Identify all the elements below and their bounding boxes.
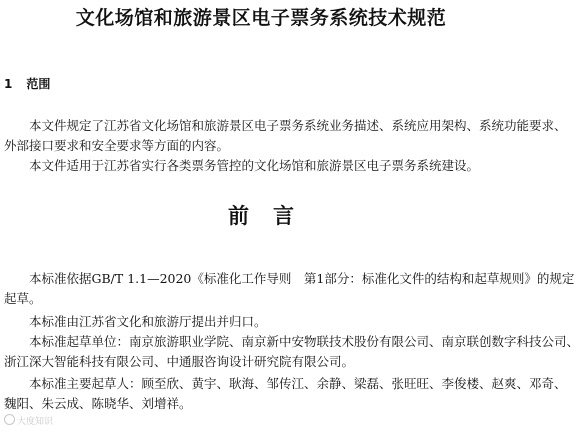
- scope-paragraph-1: [4, 116, 567, 156]
- scope-section-title: 范围: [26, 77, 51, 91]
- foreword-paragraph-1: [4, 269, 575, 309]
- foreword-paragraph-4-line-1: 本标准主要起草人：顾至欣、黄宇、耿海、邹传江、余静、梁磊、张旺旺、李俊楼、赵爽、邓奇、: [29, 376, 567, 391]
- foreword-paragraph-3-line-2: 浙江深大智能科技有限公司、中通服咨询设计研究院有限公司。: [4, 354, 355, 369]
- document-title: 文化场馆和旅游景区电子票务系统技术规范: [75, 7, 447, 29]
- foreword-heading: 前言: [228, 204, 318, 228]
- scope-paragraph-2: [4, 156, 516, 176]
- scope-section-number: 1: [4, 77, 13, 91]
- scope-paragraph-1-line-1: 本文件规定了江苏省文化场馆和旅游景区电子票务系统业务描述、系统应用架构、系统功能要求、: [29, 118, 567, 133]
- foreword-paragraph-2-line-1: 本标准由江苏省文化和旅游厅提出并归口。: [29, 314, 267, 329]
- scope-paragraph-1-line-2: 外部接口要求和安全要求等方面的内容。: [4, 138, 230, 153]
- foreword-paragraph-4: [4, 374, 567, 414]
- scope-section-heading: [4, 76, 50, 92]
- watermark: [4, 414, 53, 429]
- foreword-paragraph-3: [4, 332, 579, 372]
- foreword-paragraph-2: [4, 312, 516, 332]
- watermark-logo-icon: [4, 414, 15, 425]
- foreword-paragraph-1-line-1: 本标准依据GB/T 1.1—2020《标准化工作导则 第1部分：标准化文件的结构和起草规则》的规定: [29, 271, 575, 286]
- scope-paragraph-2-line-1: 本文件适用于江苏省实行各类票务管控的文化场馆和旅游景区电子票务系统建设。: [29, 158, 480, 173]
- foreword-paragraph-4-line-2: 魏阳、朱云成、陈晓华、刘增祥。: [4, 396, 192, 411]
- foreword-paragraph-3-line-1: 本标准起草单位：南京旅游职业学院、南京新中安物联技术股份有限公司、南京联创数字科技公司、: [29, 334, 579, 349]
- watermark-text: 大度知识: [17, 417, 54, 427]
- foreword-paragraph-1-line-2: 起草。: [4, 291, 42, 306]
